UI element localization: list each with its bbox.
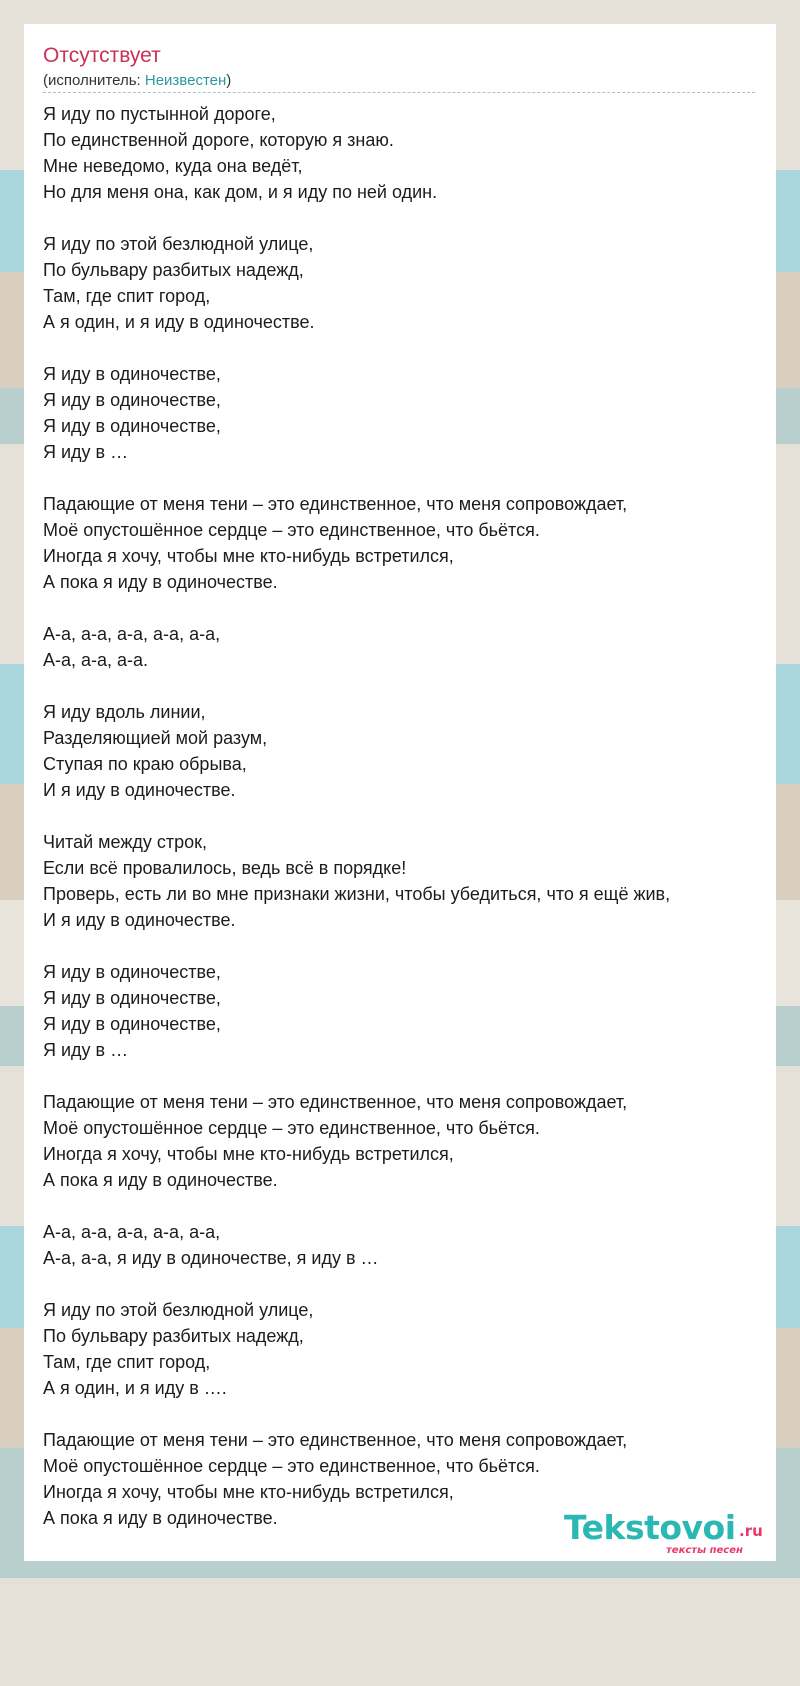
lyric-line: Моё опустошённое сердце – это единственное, что бьётся. (43, 1118, 540, 1138)
lyric-line: А-а, а-а, а-а. (43, 650, 149, 670)
lyric-line: Иногда я хочу, чтобы мне кто-нибудь встретился, (43, 546, 454, 566)
lyric-line: И я иду в одиночестве. (43, 780, 236, 800)
lyric-line: Падающие от меня тени – это единственное, что меня сопровождает, (43, 1092, 628, 1112)
lyric-line: Моё опустошённое сердце – это единственное, что бьётся. (43, 520, 540, 540)
lyric-line: Разделяющией мой разум, (43, 728, 268, 748)
lyric-line: По бульвару разбитых надежд, (43, 260, 304, 280)
lyric-line: А пока я иду в одиночестве. (43, 1170, 278, 1190)
lyric-line: По бульвару разбитых надежд, (43, 1326, 304, 1346)
lyric-line: А пока я иду в одиночестве. (43, 1508, 278, 1528)
lyric-line: Моё опустошённое сердце – это единственное, что бьётся. (43, 1456, 540, 1476)
lyric-line: Я иду в одиночестве, (43, 364, 221, 384)
stanza-gap (43, 1401, 670, 1427)
lyric-line: Там, где спит город, (43, 286, 211, 306)
lyric-line: Я иду в одиночестве, (43, 390, 221, 410)
lyric-line: Ступая по краю обрыва, (43, 754, 247, 774)
lyric-line: Проверь, есть ли во мне признаки жизни, чтобы убедиться, что я ещё жив, (43, 884, 671, 904)
lyric-line: Иногда я хочу, чтобы мне кто-нибудь встретился, (43, 1482, 454, 1502)
stanza-gap (43, 803, 670, 829)
stanza-gap (43, 933, 670, 959)
artist-prefix: (исполнитель: (43, 72, 145, 89)
lyric-line: И я иду в одиночестве. (43, 910, 236, 930)
lyric-line: Я иду в … (43, 442, 129, 462)
stanza-gap (43, 465, 670, 491)
stanza-gap (43, 1063, 670, 1089)
lyric-line: Я иду в одиночестве, (43, 416, 221, 436)
stanza-gap (43, 1271, 670, 1297)
lyric-line: Я иду по пустынной дороге, (43, 104, 276, 124)
stanza-gap (43, 673, 670, 699)
stanza-gap (43, 205, 670, 231)
lyric-line: Я иду по этой безлюдной улице, (43, 1300, 314, 1320)
stanza-gap (43, 335, 670, 361)
title-divider (43, 92, 755, 93)
lyric-line: Там, где спит город, (43, 1352, 211, 1372)
lyric-line: Читай между строк, (43, 832, 208, 852)
lyric-line: Я иду в … (43, 1040, 129, 1060)
lyric-line: Если всё провалилось, ведь всё в порядке! (43, 858, 407, 878)
lyric-line: Я иду в одиночестве, (43, 962, 221, 982)
artist-suffix: ) (226, 72, 232, 89)
logo-tagline: тексты песен (666, 1545, 743, 1556)
lyric-line: Падающие от меня тени – это единственное, что меня сопровождает, (43, 1430, 628, 1450)
lyric-line: Но для меня она, как дом, и я иду по ней один. (43, 182, 438, 202)
lyric-line: А я один, и я иду в одиночестве. (43, 312, 315, 332)
lyric-line: А я один, и я иду в …. (43, 1378, 227, 1398)
lyric-line: А-а, а-а, я иду в одиночестве, я иду в … (43, 1248, 379, 1268)
lyric-line: Иногда я хочу, чтобы мне кто-нибудь встретился, (43, 1144, 454, 1164)
lyric-line: А-а, а-а, а-а, а-а, а-а, (43, 624, 221, 644)
background-stripe (0, 1578, 800, 1686)
stanza-gap (43, 1193, 670, 1219)
lyrics-text (43, 101, 670, 1531)
lyrics-card (24, 24, 776, 1561)
lyric-line: А-а, а-а, а-а, а-а, а-а, (43, 1222, 221, 1242)
lyric-line: А пока я иду в одиночестве. (43, 572, 278, 592)
artist-line (43, 72, 231, 89)
logo-wordmark: Tekstovoi (564, 1508, 736, 1547)
artist-link[interactable]: Неизвестен (144, 72, 227, 89)
logo-tld: .ru (739, 1522, 763, 1540)
lyric-line: По единственной дороге, которую я знаю. (43, 130, 394, 150)
lyric-line: Я иду вдоль линии, (43, 702, 206, 722)
song-title: Отсутствует (43, 44, 161, 67)
lyric-line: Я иду в одиночестве, (43, 1014, 221, 1034)
lyric-line: Я иду в одиночестве, (43, 988, 221, 1008)
lyric-line: Я иду по этой безлюдной улице, (43, 234, 314, 254)
lyric-line: Мне неведомо, куда она ведёт, (43, 156, 303, 176)
lyric-line: Падающие от меня тени – это единственное, что меня сопровождает, (43, 494, 628, 514)
site-logo[interactable] (564, 1508, 769, 1558)
stanza-gap (43, 595, 670, 621)
